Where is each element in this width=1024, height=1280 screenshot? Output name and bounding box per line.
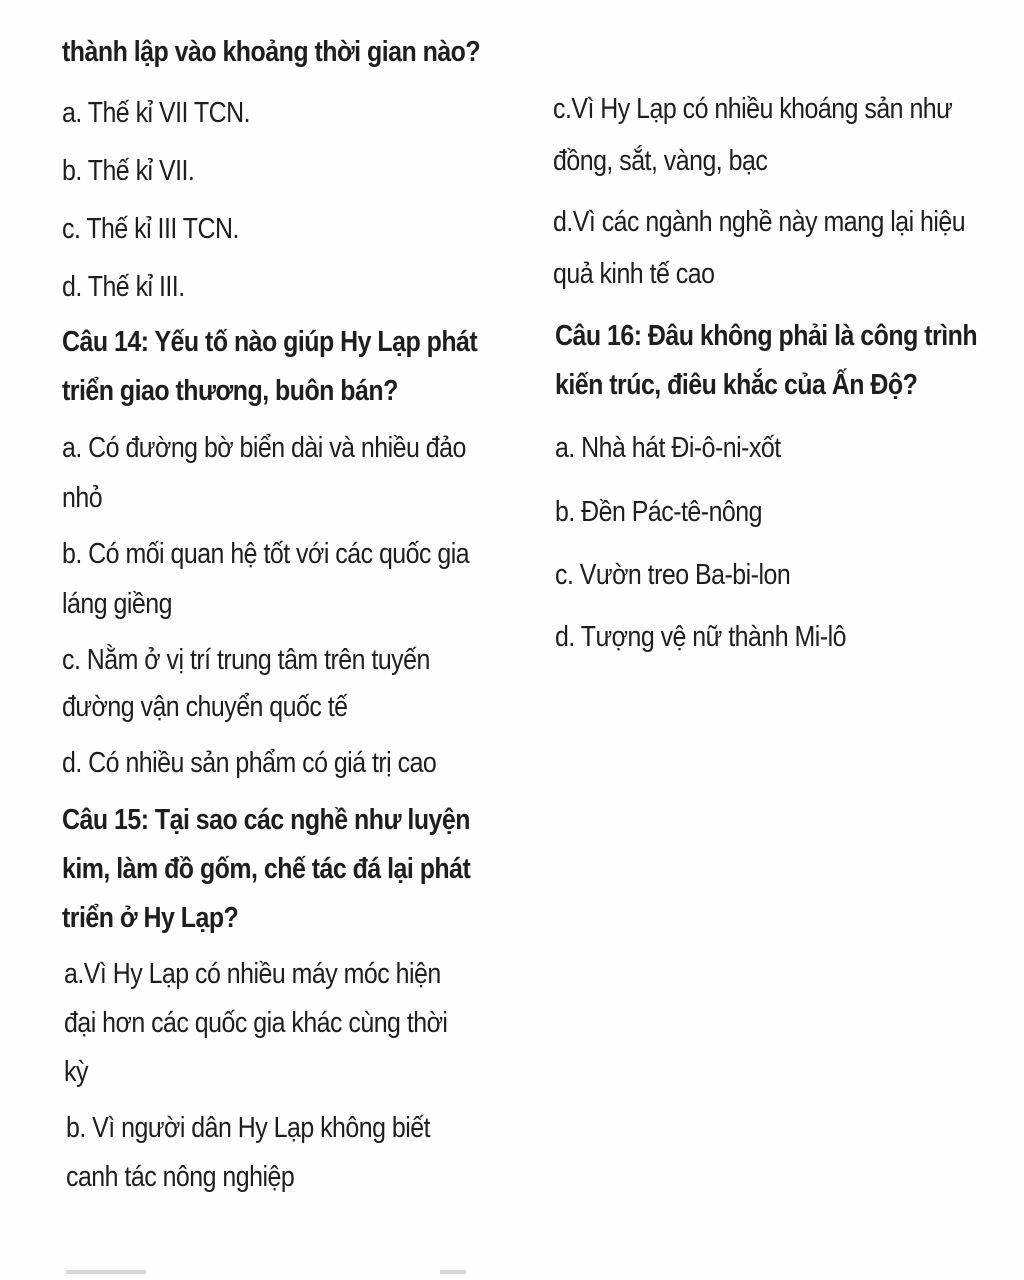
question-15-option-a-line2: đại hơn các quốc gia khác cùng thời: [64, 1007, 448, 1039]
question-13-option-c: c. Thế kỉ III TCN.: [62, 213, 239, 245]
question-14-title-line2: triển giao thương, buôn bán?: [62, 375, 398, 407]
question-15-option-d-line1: d.Vì các ngành nghề này mang lại hiệu: [553, 206, 966, 238]
question-14-option-c-line1: c. Nằm ở vị trí trung tâm trên tuyến: [62, 644, 430, 676]
question-14-option-b-line2: láng giềng: [62, 588, 172, 620]
question-14-option-c-line2: đường vận chuyển quốc tế: [62, 691, 348, 723]
question-14-option-a-line1: a. Có đường bờ biển dài và nhiều đảo: [62, 432, 466, 464]
question-16-option-c: c. Vườn treo Ba-bi-lon: [555, 559, 791, 591]
question-14-option-b-line1: b. Có mối quan hệ tốt với các quốc gia: [62, 538, 470, 570]
page-bottom-mark-center: [440, 1270, 466, 1274]
question-15-title-line1: Câu 15: Tại sao các nghề như luyện: [62, 804, 470, 836]
question-15-option-a-line3: kỳ: [64, 1056, 88, 1088]
question-15-option-c-line2: đồng, sắt, vàng, bạc: [553, 145, 768, 177]
question-13-continuation: thành lập vào khoảng thời gian nào?: [62, 36, 481, 68]
question-15-option-b-line1: b. Vì người dân Hy Lạp không biết: [66, 1112, 431, 1144]
question-16-title-line2: kiến trúc, điêu khắc của Ấn Độ?: [555, 369, 918, 401]
question-16-option-d: d. Tượng vệ nữ thành Mi-lô: [555, 621, 846, 653]
question-15-option-b-line2: canh tác nông nghiệp: [66, 1161, 295, 1193]
question-14-option-d: d. Có nhiều sản phẩm có giá trị cao: [62, 747, 437, 779]
question-16-option-a: a. Nhà hát Đi-ô-ni-xốt: [555, 432, 781, 464]
question-13-option-d: d. Thế kỉ III.: [62, 271, 185, 303]
question-15-option-c-line1: c.Vì Hy Lạp có nhiều khoáng sản như: [553, 93, 953, 125]
question-16-title-line1: Câu 16: Đâu không phải là công trình: [555, 320, 978, 352]
question-15-title-line3: triển ở Hy Lạp?: [62, 902, 239, 934]
question-13-option-b: b. Thế kỉ VII.: [62, 155, 195, 187]
question-13-option-a: a. Thế kỉ VII TCN.: [62, 97, 251, 129]
question-15-title-line2: kim, làm đồ gốm, chế tác đá lại phát: [62, 853, 471, 885]
question-16-option-b: b. Đền Pác-tê-nông: [555, 496, 762, 528]
question-14-option-a-line2: nhỏ: [62, 482, 103, 514]
question-15-option-d-line2: quả kinh tế cao: [553, 258, 715, 290]
page-bottom-mark-left: [66, 1270, 146, 1274]
question-14-title-line1: Câu 14: Yếu tố nào giúp Hy Lạp phát: [62, 326, 478, 358]
question-15-option-a-line1: a.Vì Hy Lạp có nhiều máy móc hiện: [64, 958, 441, 990]
